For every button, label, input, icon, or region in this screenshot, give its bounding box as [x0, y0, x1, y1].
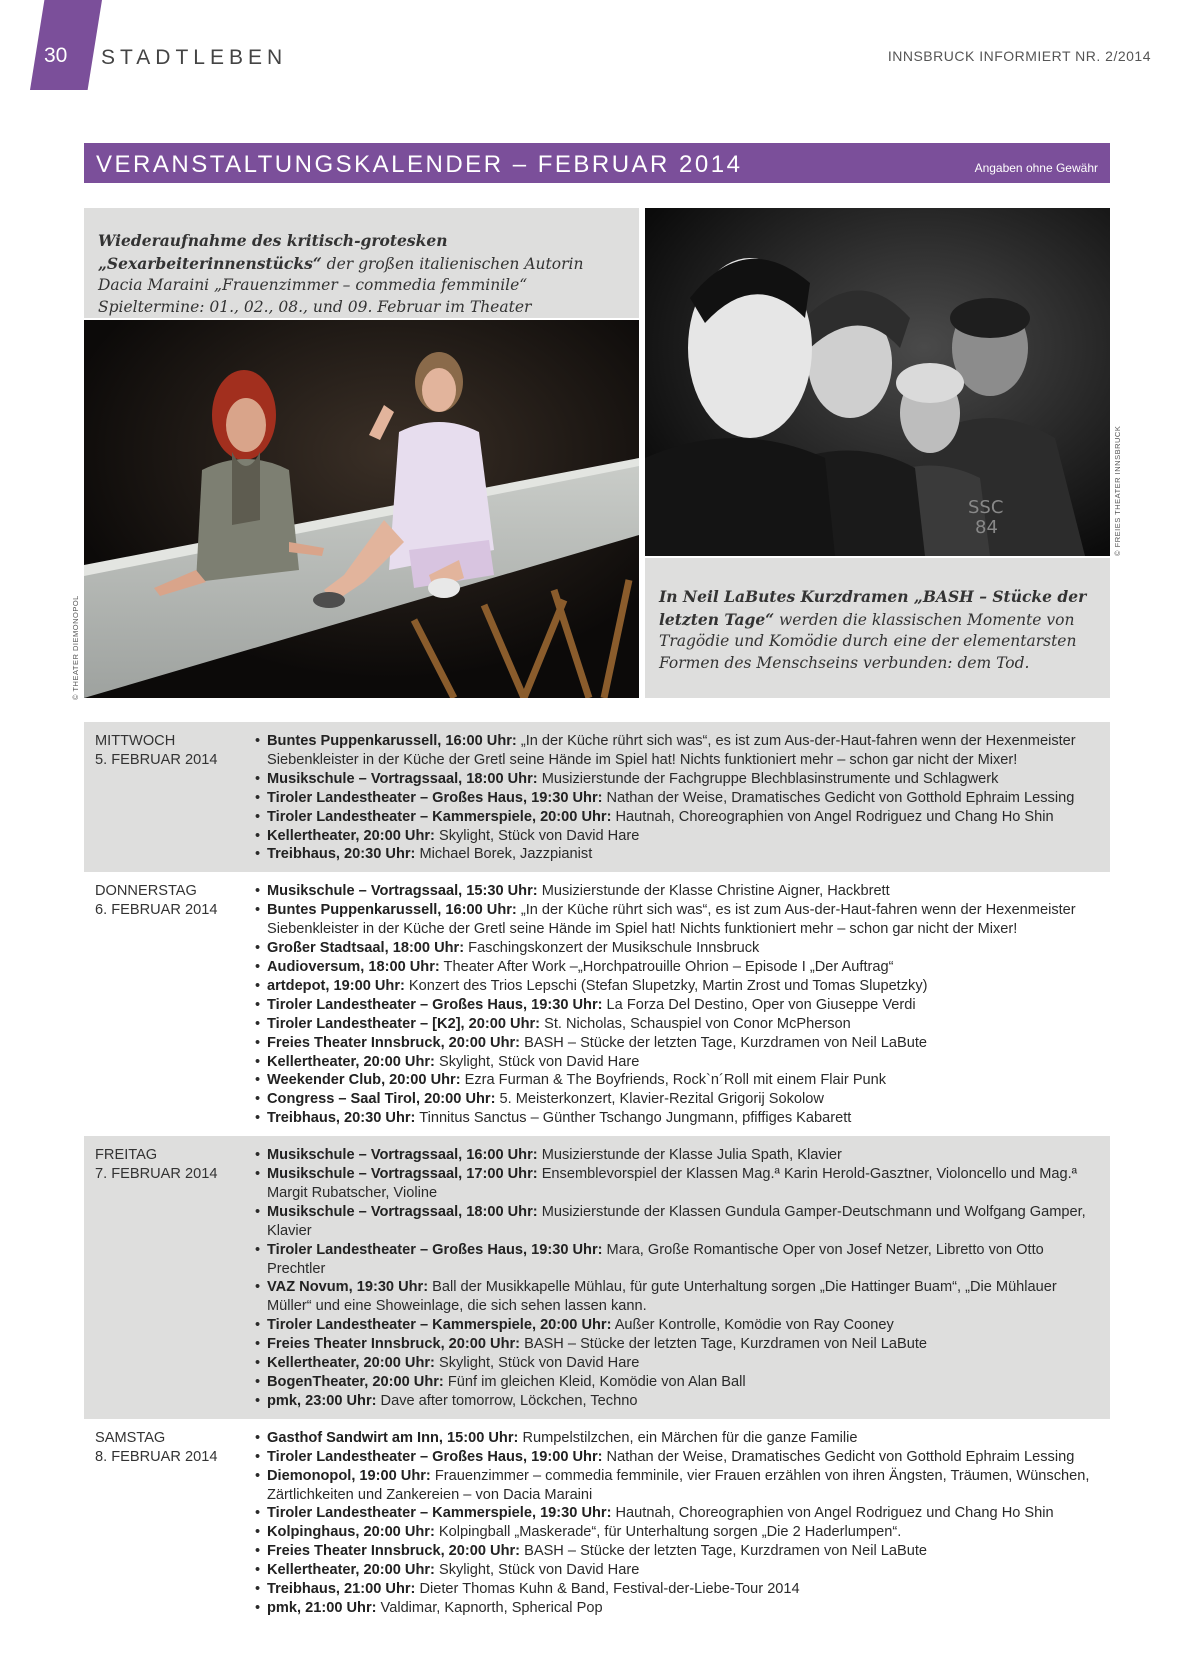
event-item [255, 1146, 1100, 1165]
event-venue: Congress – Saal Tirol, 20:00 Uhr: [267, 1091, 496, 1108]
event-venue: Kellertheater, 20:00 Uhr: [267, 1355, 435, 1372]
event-item [255, 1335, 1100, 1354]
event-venue: Kolpinghaus, 20:00 Uhr: [267, 1524, 435, 1541]
event-venue: Musikschule – Vortragssaal, 15:30 Uhr: [267, 883, 538, 900]
caption-right-text: werden die klassischen Momente von Tragödie und Komödie durch eine der elementarsten Formen des Menschseins verbunden: dem Tod. [659, 610, 1077, 672]
shirt-text-2: 84 [975, 517, 998, 538]
event-venue: Musikschule – Vortragssaal, 17:00 Uhr: [267, 1166, 538, 1183]
event-venue: Buntes Puppenkarussell, 16:00 Uhr: [267, 733, 517, 749]
event-venue: Musikschule – Vortragssaal, 18:00 Uhr: [267, 770, 538, 787]
caption-left-lead: Wiederaufnahme des kritisch-grotesken „Sexarbeiterinnenstücks“ [98, 231, 448, 273]
stage-photo [84, 320, 639, 698]
event-venue: Treibhaus, 21:00 Uhr: [267, 1581, 416, 1598]
event-item [255, 1165, 1100, 1203]
event-venue: pmk, 23:00 Uhr: [267, 1392, 377, 1409]
event-item [255, 1109, 1100, 1128]
event-description: Dieter Thomas Kuhn & Band, Festival-der-Liebe-Tour 2014 [415, 1581, 800, 1598]
event-venue: Tiroler Landestheater – Kammerspiele, 20:00 Uhr: [267, 1317, 612, 1334]
event-venue: Tiroler Landestheater – [K2], 20:00 Uhr: [267, 1015, 541, 1032]
event-item [255, 1448, 1100, 1467]
photo-caption-left [84, 208, 639, 318]
event-description: Mara, Große Romantische Oper von Josef Netzer, Libretto von Otto Prechtler [267, 1241, 1044, 1277]
event-venue: VAZ Novum, 19:30 Uhr: [267, 1279, 429, 1296]
event-venue: Treibhaus, 20:30 Uhr: [267, 1110, 416, 1127]
event-description: Ezra Furman & The Boyfriends, Rock`n´Roll mit einem Flair Punk [460, 1072, 887, 1089]
event-venue: Audioversum, 18:00 Uhr: [267, 958, 440, 975]
event-description: Hautnah, Choreographien von Angel Rodriguez und Chang Ho Shin [611, 808, 1054, 825]
day-date: 6. FEBRUAR 2014 [95, 902, 218, 919]
event-item [255, 1316, 1100, 1335]
event-description: BASH – Stücke der letzten Tage, Kurzdramen von Neil LaBute [520, 1543, 928, 1560]
event-description: Außer Kontrolle, Komödie von Ray Cooney [611, 1317, 894, 1334]
event-venue: Kellertheater, 20:00 Uhr: [267, 1562, 435, 1579]
event-description: Musizierstunde der Klasse Christine Aigner, Hackbrett [537, 883, 890, 900]
event-description: Theater After Work –„Horchpatrouille Ohrion – Episode I „Der Auftrag“ [439, 958, 894, 975]
event-description: Nathan der Weise, Dramatisches Gedicht von Gotthold Ephraim Lessing [602, 789, 1075, 806]
event-venue: pmk, 21:00 Uhr: [267, 1599, 377, 1616]
event-description: Valdimar, Kapnorth, Spherical Pop [376, 1599, 603, 1616]
event-calendar [84, 722, 1110, 1626]
event-description: Hautnah, Choreographien von Angel Rodriguez und Chang Ho Shin [611, 1505, 1054, 1522]
event-venue: artdepot, 19:00 Uhr: [267, 977, 405, 994]
event-description: Skylight, Stück von David Hare [434, 827, 640, 844]
event-list [255, 882, 1100, 1128]
event-venue: Gasthof Sandwirt am Inn, 15:00 Uhr: [267, 1429, 519, 1446]
event-description: St. Nicholas, Schauspiel von Conor McPherson [540, 1015, 851, 1032]
event-item [255, 1034, 1100, 1053]
event-description: „In der Küche rührt sich was“, es ist zum Aus-der-Haut-fahren wenn der Hexenmeister Siebenkleister in der Küche der Gretl seine Hände im Spiel hat! Nichts funktioniert mehr – schon gar nicht der Mixer! [267, 902, 1076, 938]
disclaimer: Angaben ohne Gewähr [974, 161, 1098, 175]
event-list [255, 1146, 1100, 1411]
event-venue: Tiroler Landestheater – Großes Haus, 19:30 Uhr: [267, 996, 603, 1013]
event-description: 5. Meisterkonzert, Klavier-Rezital Grigorij Sokolow [495, 1091, 824, 1108]
event-venue: Tiroler Landestheater – Kammerspiele, 20:00 Uhr: [267, 808, 612, 825]
day-label [95, 1146, 245, 1184]
event-item [255, 1429, 1100, 1448]
event-description: Fünf im gleichen Kleid, Komödie von Alan Ball [443, 1374, 746, 1390]
event-item [255, 808, 1100, 827]
day-block [84, 1419, 1110, 1626]
event-item [255, 1015, 1100, 1034]
day-weekday: MITTWOCH [95, 733, 176, 749]
photo-caption-right [645, 558, 1110, 698]
day-block [84, 722, 1110, 872]
event-list [255, 1429, 1100, 1618]
issue-label: INNSBRUCK INFORMIERT NR. 2/2014 [887, 48, 1151, 64]
event-item [255, 958, 1100, 977]
event-venue: Diemonopol, 19:00 Uhr: [267, 1467, 431, 1484]
event-venue: BogenTheater, 20:00 Uhr: [267, 1374, 444, 1390]
photo-credit-right: © FREIES THEATER INNSBRUCK [1113, 425, 1122, 556]
event-description: Skylight, Stück von David Hare [434, 1355, 640, 1372]
event-venue: Freies Theater Innsbruck, 20:00 Uhr: [267, 1034, 521, 1051]
event-item [255, 1053, 1100, 1072]
day-label [95, 882, 245, 920]
event-item [255, 1373, 1100, 1392]
event-venue: Weekender Club, 20:00 Uhr: [267, 1072, 461, 1089]
event-venue: Großer Stadtsaal, 18:00 Uhr: [267, 940, 465, 957]
day-label [95, 1429, 245, 1467]
event-description: La Forza Del Destino, Oper von Giuseppe Verdi [602, 996, 916, 1013]
event-list [255, 732, 1100, 864]
event-item [255, 1090, 1100, 1109]
event-description: Skylight, Stück von David Hare [434, 1562, 640, 1579]
photo-credit-left: © THEATER DIEMONOPOL [71, 595, 80, 700]
day-date: 7. FEBRUAR 2014 [95, 1166, 218, 1183]
day-label [95, 732, 245, 770]
shirt-text-1: SSC [968, 497, 1004, 518]
event-item [255, 789, 1100, 808]
event-description: Skylight, Stück von David Hare [434, 1053, 640, 1070]
day-block [84, 872, 1110, 1136]
event-description: Musizierstunde der Fachgruppe Blechblasinstrumente und Schlagwerk [537, 770, 999, 787]
event-item [255, 901, 1100, 939]
event-item [255, 732, 1100, 770]
event-item [255, 1467, 1100, 1505]
event-description: BASH – Stücke der letzten Tage, Kurzdramen von Neil LaBute [520, 1034, 928, 1051]
event-item [255, 996, 1100, 1015]
calendar-title: VERANSTALTUNGSKALENDER – FEBRUAR 2014 [96, 151, 743, 178]
event-description: Rumpelstilzchen, ein Märchen für die ganze Familie [518, 1429, 858, 1446]
event-item [255, 770, 1100, 789]
event-venue: Musikschule – Vortragssaal, 16:00 Uhr: [267, 1147, 538, 1164]
day-date: 8. FEBRUAR 2014 [95, 1448, 218, 1465]
event-venue: Freies Theater Innsbruck, 20:00 Uhr: [267, 1336, 521, 1353]
event-description: Konzert des Trios Lepschi (Stefan Slupetzky, Martin Zrost und Tomas Slupetzky) [404, 977, 928, 994]
caption-left-text: der großen italienischen Autorin Dacia Maraini „Frauenzimmer – commedia femminile“ Spieltermine: 01., 02., 08., und 09. Februar im Theater [98, 254, 584, 316]
event-description: Tinnitus Sanctus – Günther Tschango Jungmann, pfiffiges Kabarett [415, 1110, 852, 1127]
day-date: 5. FEBRUAR 2014 [95, 751, 218, 768]
event-description: Musizierstunde der Klassen Gundula Gamper-Deutschmann und Wolfgang Gamper, Klavier [267, 1203, 1086, 1239]
event-description: Ball der Musikkapelle Mühlau, für gute Unterhaltung sorgen „Die Hattinger Buam“, „Die Mühlauer Müller“ und eine Showeinlage, die sich sehen lassen kann. [267, 1279, 1057, 1315]
event-item [255, 1599, 1100, 1618]
event-venue: Buntes Puppenkarussell, 16:00 Uhr: [267, 902, 517, 919]
event-item [255, 827, 1100, 846]
event-item [255, 977, 1100, 996]
event-description: Nathan der Weise, Dramatisches Gedicht von Gotthold Ephraim Lessing [602, 1448, 1075, 1465]
event-item [255, 1203, 1100, 1241]
event-description: BASH – Stücke der letzten Tage, Kurzdramen von Neil LaBute [520, 1336, 928, 1353]
day-block [84, 1136, 1110, 1419]
event-item [255, 1523, 1100, 1542]
day-weekday: FREITAG [95, 1147, 158, 1164]
event-venue: Tiroler Landestheater – Kammerspiele, 19:30 Uhr: [267, 1505, 612, 1522]
event-venue: Kellertheater, 20:00 Uhr: [267, 1053, 435, 1070]
caption-right-lead: In Neil LaButes Kurzdramen „BASH – Stücke der letzten Tage“ [659, 587, 1087, 629]
event-venue: Treibhaus, 20:30 Uhr: [267, 846, 416, 863]
event-description: „In der Küche rührt sich was“, es ist zum Aus-der-Haut-fahren wenn der Hexenmeister Siebenkleister in der Küche der Gretl seine Hände im Spiel hat! Nichts funktioniert mehr – schon gar nicht der Mixer! [267, 733, 1076, 768]
event-item [255, 1278, 1100, 1316]
event-description: Dave after tomorrow, Löckchen, Techno [376, 1392, 638, 1409]
event-description: Faschingskonzert der Musikschule Innsbruck [464, 940, 760, 957]
page-number: 30 [44, 44, 68, 67]
event-description: Ensemblevorspiel der Klassen Mag.ª Karin Herold-Gasztner, Violoncello und Mag.ª Margit Rubatscher, Violine [267, 1166, 1078, 1201]
event-description: Frauenzimmer – commedia femminile, vier Frauen erzählen von ihren Ängsten, Träumen, Wünschen, Zärtlichkeiten und Zankereien – von Dacia Maraini [267, 1467, 1090, 1503]
event-item [255, 882, 1100, 901]
event-venue: Freies Theater Innsbruck, 20:00 Uhr: [267, 1543, 521, 1560]
bw-portrait-photo [645, 208, 1110, 556]
event-description: Musizierstunde der Klasse Julia Spath, Klavier [537, 1147, 842, 1164]
event-item [255, 1241, 1100, 1279]
event-item [255, 1354, 1100, 1373]
event-item [255, 939, 1100, 958]
event-venue: Tiroler Landestheater – Großes Haus, 19:30 Uhr: [267, 1241, 603, 1258]
event-item [255, 1542, 1100, 1561]
event-description: Kolpingball „Maskerade“, für Unterhaltung sorgen „Die 2 Haderlumpen“. [434, 1524, 902, 1541]
event-item [255, 845, 1100, 864]
section-title: STADTLEBEN [101, 46, 288, 69]
event-venue: Tiroler Landestheater – Großes Haus, 19:00 Uhr: [267, 1448, 603, 1465]
day-weekday: SAMSTAG [95, 1429, 166, 1446]
event-item [255, 1561, 1100, 1580]
event-item [255, 1580, 1100, 1599]
event-item [255, 1392, 1100, 1411]
event-item [255, 1071, 1100, 1090]
event-item [255, 1504, 1100, 1523]
event-venue: Tiroler Landestheater – Großes Haus, 19:30 Uhr: [267, 789, 603, 806]
event-description: Michael Borek, Jazzpianist [415, 846, 593, 863]
day-weekday: DONNERSTAG [95, 883, 197, 900]
event-venue: Musikschule – Vortragssaal, 18:00 Uhr: [267, 1203, 538, 1220]
event-venue: Kellertheater, 20:00 Uhr: [267, 827, 435, 844]
calendar-title-bar [84, 143, 1110, 183]
